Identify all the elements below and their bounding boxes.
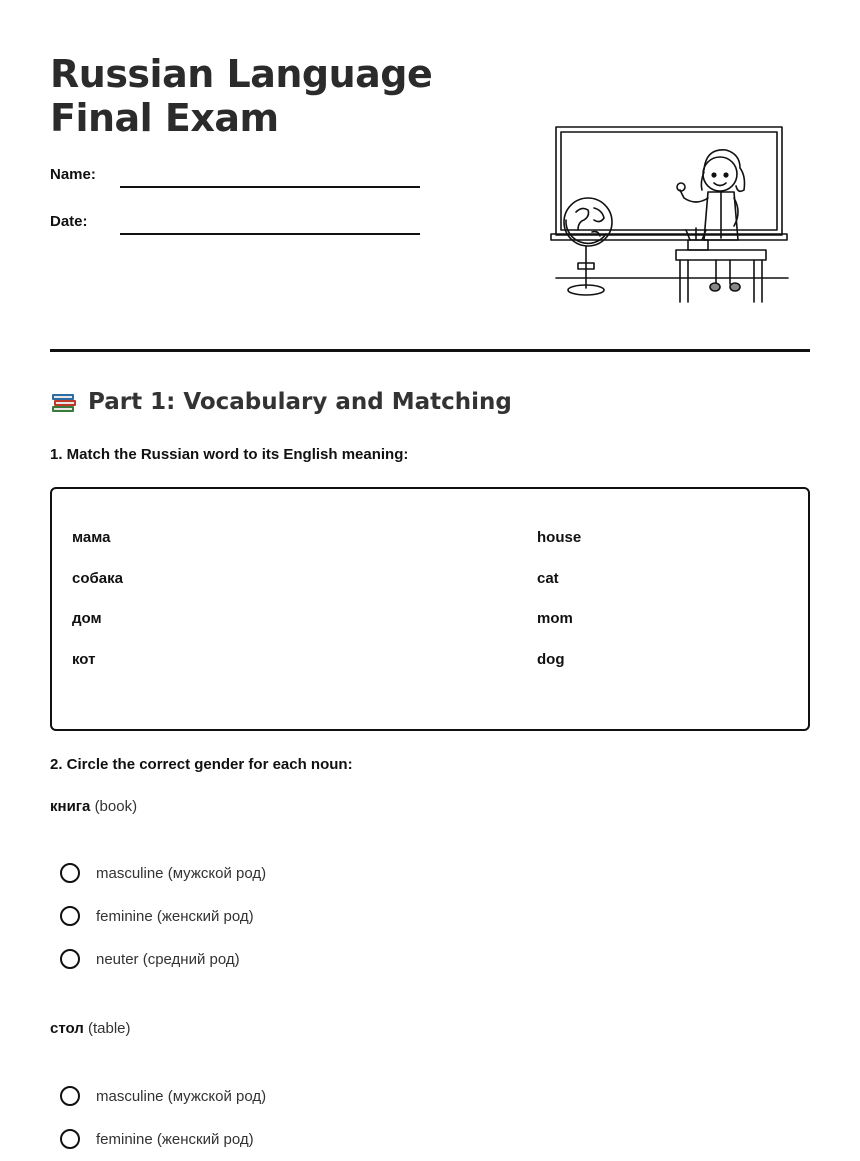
option-label: masculine (мужской род) [96, 1087, 267, 1105]
part1-heading [50, 388, 512, 416]
option-label: feminine (женский род) [96, 1130, 254, 1148]
matching-box [50, 487, 810, 731]
exam-title: Russian Language Final Exam [50, 52, 433, 140]
option-label: neuter (средний род) [96, 950, 240, 968]
noun-word: стол [50, 1020, 84, 1037]
gender-option[interactable] [60, 949, 240, 969]
noun-prompt [50, 1020, 131, 1037]
part1-heading-text: Part 1: Vocabulary and Matching [88, 389, 512, 415]
books-icon [50, 388, 78, 416]
english-word[interactable]: mom [537, 610, 573, 627]
noun-prompt [50, 798, 137, 815]
noun-translation: (book) [94, 798, 138, 815]
radio-circle[interactable] [60, 906, 80, 926]
russian-word[interactable]: мама [72, 529, 111, 546]
date-label: Date: [50, 213, 88, 230]
radio-circle[interactable] [60, 1129, 80, 1149]
gender-option[interactable] [60, 1129, 254, 1149]
english-word[interactable]: house [537, 529, 582, 546]
date-field[interactable] [120, 233, 420, 235]
english-word[interactable]: dog [537, 651, 565, 668]
noun-word: книга [50, 798, 91, 815]
name-field[interactable] [120, 186, 420, 188]
gender-option[interactable] [60, 906, 254, 926]
radio-circle[interactable] [60, 1086, 80, 1106]
english-word[interactable]: cat [537, 570, 559, 587]
radio-circle[interactable] [60, 863, 80, 883]
gender-option[interactable] [60, 1086, 266, 1106]
radio-circle[interactable] [60, 949, 80, 969]
teacher-at-blackboard-illustration [548, 120, 793, 305]
name-label: Name: [50, 166, 96, 183]
question-1-text: 1. Match the Russian word to its English meaning: [50, 446, 409, 463]
russian-word[interactable]: дом [72, 610, 102, 627]
noun-translation: (table) [87, 1020, 131, 1037]
russian-word[interactable]: кот [72, 651, 96, 668]
gender-option[interactable] [60, 863, 266, 883]
header-divider [50, 349, 810, 352]
russian-word[interactable]: собака [72, 570, 123, 587]
option-label: masculine (мужской род) [96, 864, 267, 882]
question-2-text: 2. Circle the correct gender for each noun: [50, 756, 353, 773]
option-label: feminine (женский род) [96, 907, 254, 925]
